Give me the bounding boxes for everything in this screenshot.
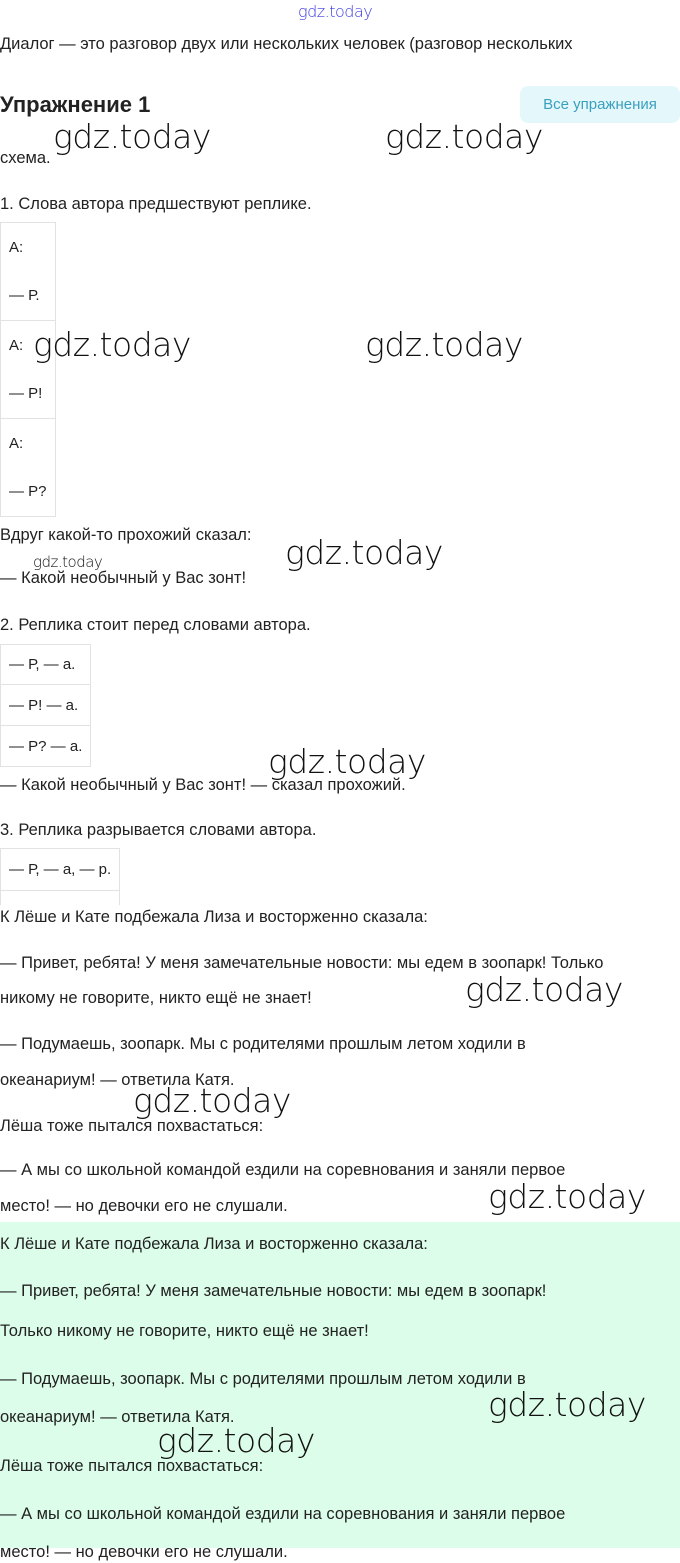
scheme-table-3 bbox=[0, 848, 120, 905]
watermark: gdz.today bbox=[488, 1177, 646, 1216]
text-line: — А мы со школьной командой ездили на соревнования и заняли первое bbox=[0, 1161, 566, 1179]
text-line: — Какой необычный у Вас зонт! bbox=[0, 569, 247, 587]
answer-line: К Лёше и Кате подбежала Лиза и восторженно сказала: bbox=[0, 1235, 428, 1253]
answer-line: — Подумаешь, зоопарк. Мы с родителями прошлым летом ходили в bbox=[0, 1370, 526, 1388]
section-title: 1. Слова автора предшествуют реплике. bbox=[0, 195, 312, 213]
watermark: gdz.today bbox=[33, 553, 103, 571]
watermark: gdz.today bbox=[465, 970, 623, 1009]
watermark: gdz.today bbox=[157, 1421, 315, 1460]
section-title: 3. Реплика разрывается словами автора. bbox=[0, 821, 317, 839]
watermark: gdz.today bbox=[385, 117, 543, 156]
text-line: океанариум! — ответила Катя. bbox=[0, 1071, 235, 1089]
table-cell: — Р! bbox=[1, 370, 56, 419]
answer-line: — Привет, ребята! У меня замечательные новости: мы едем в зоопарк! bbox=[0, 1282, 547, 1300]
table-cell: А: bbox=[1, 419, 56, 468]
table-cell: А: bbox=[1, 223, 56, 272]
section-title: 2. Реплика стоит перед словами автора. bbox=[0, 616, 311, 634]
answer-line: — А мы со школьной командой ездили на соревнования и заняли первое bbox=[0, 1505, 566, 1523]
text-line: — Какой необычный у Вас зонт! — сказал прохожий. bbox=[0, 776, 406, 794]
watermark: gdz.today bbox=[268, 742, 426, 781]
table-cell: — Р? — а. bbox=[1, 726, 91, 767]
text-line: К Лёше и Кате подбежала Лиза и восторженно сказала: bbox=[0, 908, 428, 926]
answer-line: Только никому не говорите, никто ещё не знает! bbox=[0, 1322, 369, 1340]
answer-line: место! — но девочки его не слушали. bbox=[0, 1543, 288, 1561]
watermark: gdz.today bbox=[53, 117, 211, 156]
table-cell: — Р. bbox=[1, 272, 56, 321]
watermark: gdz.today bbox=[285, 533, 443, 572]
text-line: Вдруг какой-то прохожий сказал: bbox=[0, 526, 252, 544]
text-line: — Привет, ребята! У меня замечательные новости: мы едем в зоопарк! Только bbox=[0, 954, 604, 972]
table-cell: А: bbox=[1, 321, 56, 370]
text-line: схема. bbox=[0, 149, 51, 167]
table-cell: — Р? bbox=[1, 468, 56, 517]
watermark: gdz.today bbox=[33, 325, 191, 364]
intro-text: Диалог — это разговор двух или нескольких человек (разговор нескольких bbox=[0, 35, 573, 53]
page-title: Упражнение 1 bbox=[0, 92, 151, 117]
scheme-table-2 bbox=[0, 644, 91, 767]
table-cell: — Р, — а. bbox=[1, 645, 91, 685]
watermark: gdz.today bbox=[133, 1081, 291, 1120]
scheme-table-1 bbox=[0, 222, 56, 517]
watermark: gdz.today bbox=[488, 1385, 646, 1424]
answer-line: Лёша тоже пытался похвастаться: bbox=[0, 1457, 264, 1475]
text-line: Лёша тоже пытался похвастаться: bbox=[0, 1117, 264, 1135]
text-line: — Подумаешь, зоопарк. Мы с родителями прошлым летом ходили в bbox=[0, 1035, 526, 1053]
answer-line: океанариум! — ответила Катя. bbox=[0, 1408, 235, 1426]
all-exercises-button[interactable]: Все упражнения bbox=[520, 86, 680, 123]
table-cell: — Р, — а, — р. bbox=[1, 849, 120, 891]
table-cell-empty bbox=[1, 891, 120, 905]
text-line: никому не говорите, никто ещё не знает! bbox=[0, 989, 312, 1007]
watermark-top: gdz.today bbox=[298, 2, 373, 21]
text-line: место! — но девочки его не слушали. bbox=[0, 1197, 288, 1215]
table-cell: — Р! — а. bbox=[1, 685, 91, 726]
watermark: gdz.today bbox=[365, 325, 523, 364]
